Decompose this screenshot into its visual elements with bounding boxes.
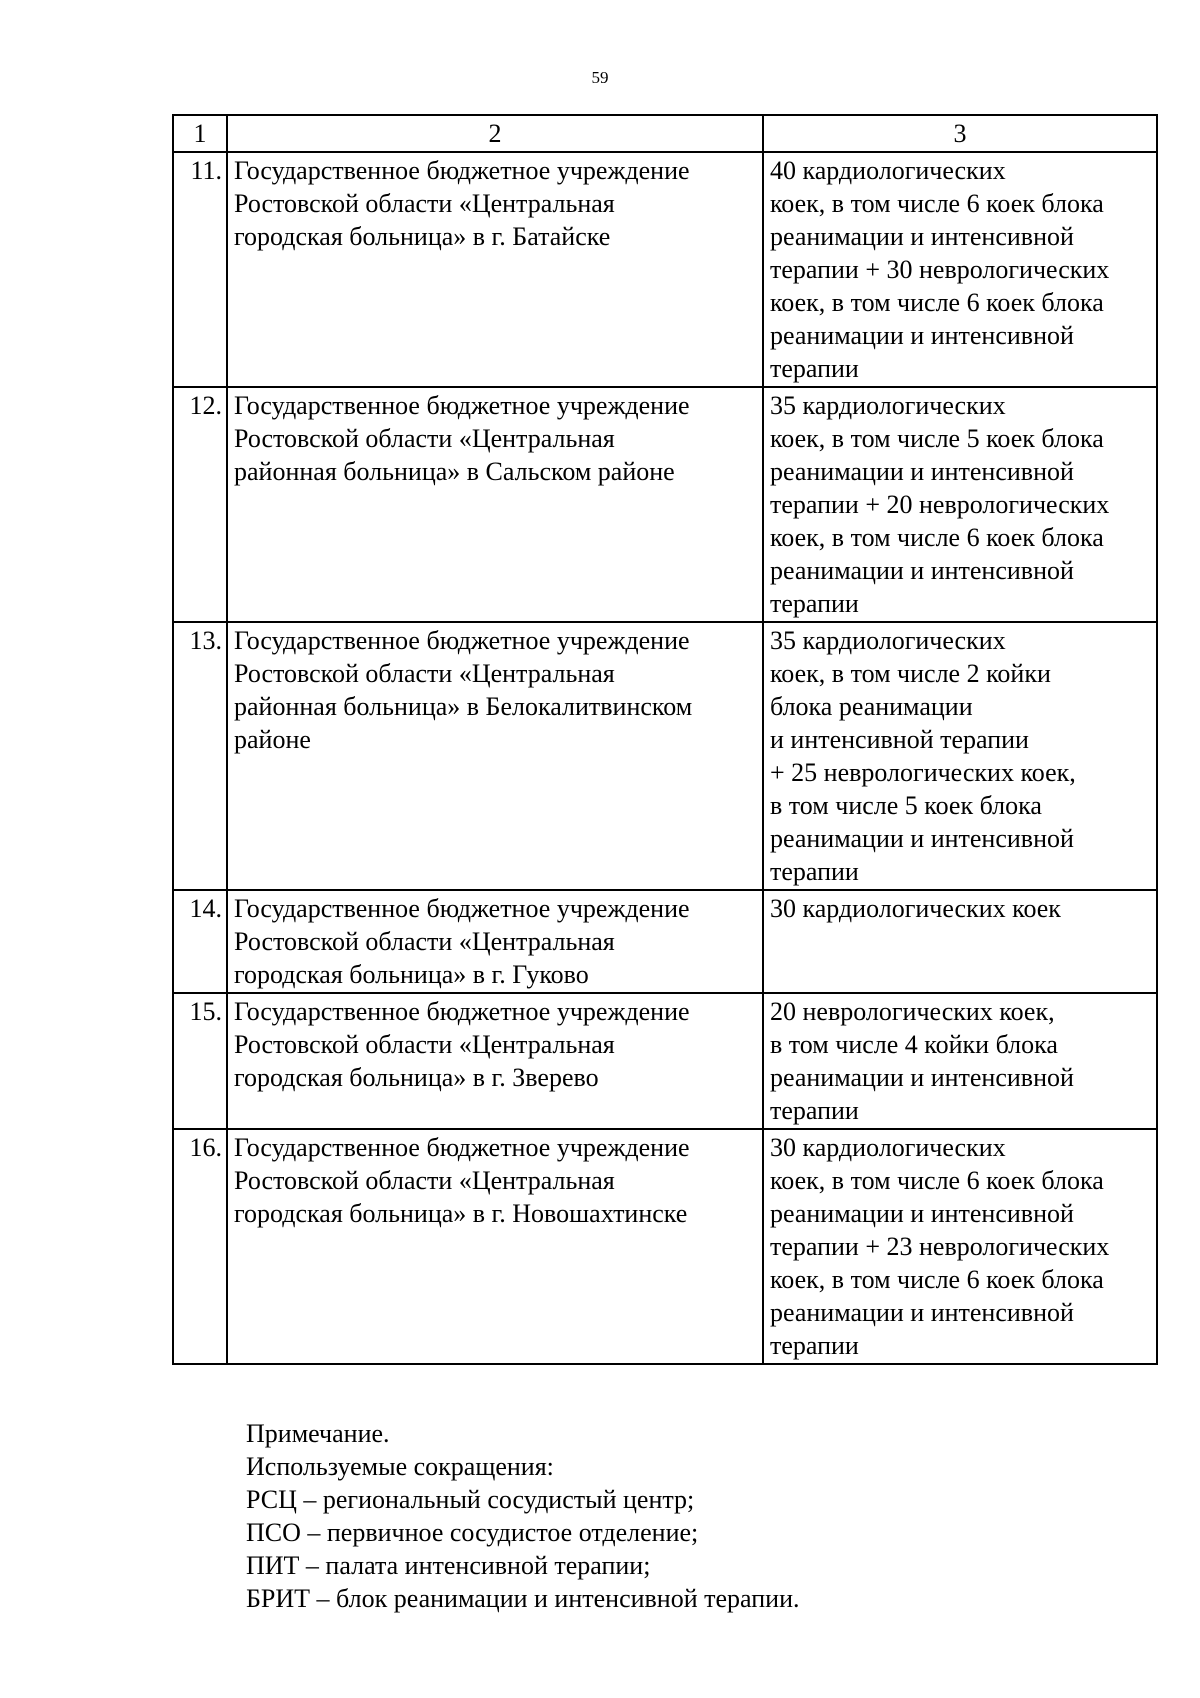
row-number: 16. — [173, 1129, 227, 1364]
institution-cell — [227, 152, 763, 387]
abbreviation-item: РСЦ – региональный сосудистый центр; — [246, 1485, 695, 1514]
table-row — [173, 1129, 1157, 1364]
institution-cell — [227, 387, 763, 622]
column-header-3: 3 — [763, 115, 1157, 152]
note-section — [246, 1417, 1146, 1615]
hospital-table — [172, 114, 1158, 1365]
row-number: 14. — [173, 890, 227, 993]
page-number: 59 — [591, 68, 609, 87]
beds-cell — [763, 890, 1157, 993]
row-number: 15. — [173, 993, 227, 1129]
table-row — [173, 387, 1157, 622]
beds-description: 40 кардиологических коек, в том числе 6 коек блока реанимации и интенсивной терапии + 30 неврологических коек, в том числе 6 коек блока реанимации и интенсивной терапии — [770, 156, 1110, 383]
institution-name: Государственное бюджетное учреждение Ростовской области «Центральная городская больница» в г. Новошахтинске — [234, 1133, 690, 1228]
institution-name: Государственное бюджетное учреждение Ростовской области «Центральная районная больница» в Сальском районе — [234, 391, 690, 486]
table-header-row — [173, 115, 1157, 152]
institution-cell — [227, 622, 763, 890]
note-title: Примечание. — [246, 1419, 390, 1448]
beds-description: 30 кардиологических коек — [770, 894, 1061, 923]
institution-cell — [227, 890, 763, 993]
beds-description: 35 кардиологических коек, в том числе 2 койки блока реанимации и интенсивной терапии + 25 неврологических коек, в том числе 5 коек блока реанимации и интенсивной терапии — [770, 626, 1076, 886]
column-header-1: 1 — [173, 115, 227, 152]
abbreviation-item: ПИТ – палата интенсивной терапии; — [246, 1551, 651, 1580]
beds-cell — [763, 1129, 1157, 1364]
beds-cell — [763, 622, 1157, 890]
institution-cell — [227, 1129, 763, 1364]
beds-cell — [763, 387, 1157, 622]
beds-cell — [763, 152, 1157, 387]
abbreviation-item: ПСО – первичное сосудистое отделение; — [246, 1518, 699, 1547]
institution-cell — [227, 993, 763, 1129]
table-row — [173, 622, 1157, 890]
abbreviation-item: БРИТ – блок реанимации и интенсивной терапии. — [246, 1584, 800, 1613]
row-number: 12. — [173, 387, 227, 622]
note-subtitle: Используемые сокращения: — [246, 1452, 554, 1481]
beds-description: 20 неврологических коек, в том числе 4 койки блока реанимации и интенсивной терапии — [770, 997, 1074, 1125]
beds-description: 35 кардиологических коек, в том числе 5 коек блока реанимации и интенсивной терапии + 20 неврологических коек, в том числе 6 коек блока реанимации и интенсивной терапии — [770, 391, 1110, 618]
row-number: 11. — [173, 152, 227, 387]
beds-description: 30 кардиологических коек, в том числе 6 коек блока реанимации и интенсивной терапии + 23 неврологических коек, в том числе 6 коек блока реанимации и интенсивной терапии — [770, 1133, 1110, 1360]
row-number: 13. — [173, 622, 227, 890]
institution-name: Государственное бюджетное учреждение Ростовской области «Центральная городская больница» в г. Зверево — [234, 997, 690, 1092]
table-row — [173, 890, 1157, 993]
column-header-2: 2 — [227, 115, 763, 152]
institution-name: Государственное бюджетное учреждение Ростовской области «Центральная городская больница» в г. Гуково — [234, 894, 690, 989]
table-row — [173, 993, 1157, 1129]
table-row — [173, 152, 1157, 387]
institution-name: Государственное бюджетное учреждение Ростовской области «Центральная районная больница» в Белокалитвинском районе — [234, 626, 693, 754]
institution-name: Государственное бюджетное учреждение Ростовской области «Центральная городская больница» в г. Батайске — [234, 156, 690, 251]
beds-cell — [763, 993, 1157, 1129]
